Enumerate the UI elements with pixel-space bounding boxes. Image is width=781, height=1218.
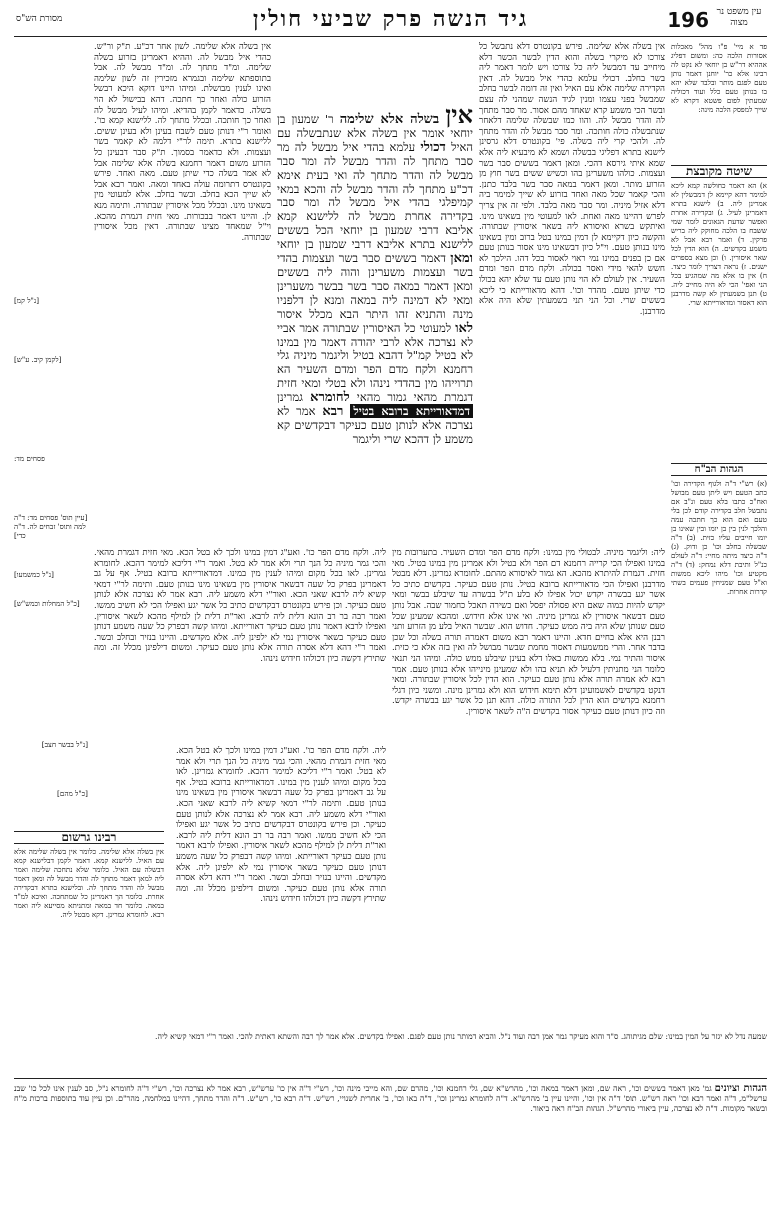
tosafot-lower (94, 548, 386, 738)
masoret-note: [לקמן קיב. ע"ש] (14, 355, 62, 364)
gemara-segment: גמרינן (277, 390, 311, 405)
masoret-lower (14, 740, 88, 820)
footer-text: גמ' מאן דאמר בששים וכו', ראה שם, ומאן דאמר במאה וכו', מהרש"א שם, גלי רחמנא וכו', מהרם שם, והא מייבי מינה וכו', רש"י ד"ה אין כו' ערש"ש, רבא אמר לא נצרכה וכו', רש"י ד"ה לחומרא נ"ל, סב לענין אינו לכל כו' שבנ ערשל"מ, ד"ה ואמר רבא וכו' ראה רש"ש. תוס' ד"ה אין וכו', והיינו עיין ב' מהרש"א. ד"ה לחומרא גמרינן וכו', ד"ה באו וכו', ב' אחרית לשנויי, רש"ש. ד"ה רבא כו', רש"ש. ד"ה והדר מתחך, דהיינו במלחמה, מהר"ם. וכן עיין עוד בתוספות ברכות מ"ח ובשאר מקומות. ד"ה לא נצרכה, עיין ביאורי מהרש"ל. הגהות הב"ח ראה ביאור. (14, 1084, 767, 1113)
gemara-dibbur: בשלה אלא שלימה (339, 112, 440, 127)
tosafot-lower-text-2: ליה. ולקח מדם הפר כו'. ואע"ג דמין במינו ולכך לא בטל הכא. מאי חזית דגמרת מהאי. והכי גמר מיניה כל הנך תרי ולא אמר לא בטל. ואמר ר"י דליכא למימר דהכא. לחומרא גמרינן. לאו בכל מקום ומיהו לענין מין במינו. דמדאורייתא ברובא בטיל. אף על גב דאמרינן בפרק כל שעה דבשאר איסורין מין בשאינו מינו בנותן טעם. ותימה לר"י דמאי קשיא ליה לרבא שאני הכא. ואור"י דלא משמע ליה. רבא אמר לא נצרכה אלא לנותן טעם כעיקר. וכן פירש בקונטרס דבקדשים כתיב כל אשר יגע ואפילו הכי לא חשיב ממשו. ואמר רבה בר רב הונא דלית ליה לרבא. ואר"ת דלית לן למילף מהכא לשאר איסורין. ואפילו לרבא דאמר נותן טעם כעיקר דאורייתא. ומיהו קשה דבפרק כל שעה משמע דנותן טעם כעיקר בשאר איסורין נמי לא ילפינן ליה. אלא מקדשים. והיינו בנזיר ובחלב ובשר. ואמר ר"י דהא דלא אסרה תורה אלא נותן טעם כעיקר. ומשום דילפינן מכלל זה. ומה שתירץ דקשה כיון דכולהו חידוש נינהו. (176, 746, 386, 905)
shita-text: א) הא דאמר כחולשה קמא ליכא למימר דהא קיימא לן דמבשלין לא אמרינן ליה. ב) לישנא בתרא דאמרינן לעיל. ג) ובקדירה אחרת ואפשר שדעת הגאונים לומר שמי ששבח בו הלכה מחוקק ליה בריש פרקין. ד) ואמר רבא אבל לא משמע בקדשים. ה) הוא הדין לכל שאר איסורין. ו) וכן מצא בספרים ישנים. ז) נראה דצריך לומר כיצד. ח) אין בו אלא מה שמהגיע בכל הני ואפי' הכי לא היה מחייב ליה. ט) תנן בשמעתין לא קשה מדרבנן הוא דאסור ומדאורייתא שרי. (671, 181, 767, 307)
gemara-segment: ר' שמעון בן יוחאי אומר אין בשלה אלא שנתבשלה עם האיל (277, 112, 473, 154)
masoret-note: פסחים מד: (14, 454, 45, 463)
page-header (14, 6, 767, 37)
rashi-text: אין בשלה אלא שלימה. פירש בקונטרס דלא נתבשל כל צורכו לא מיקרי בשלה והוא הדין לבשר הכשר דלא מיחייב עד דמבשל ליה כל צורכו ויש לומר דאמר ליה בשר בחלב. דכולי עלמא כהדי איל מבשל לה. דאין הקדירה שלימה אלא עם האיל ואין זה דומה לבשר בחלב שמבשל בפני עצמו ומנין לגיד הנשה שמהני לה עצם ובשר הכי משמע קרא שאחד מהם אסור. מר סבר מתחך לה והדר מבשל לה. והוו כמו שבשלה שלימה דלאחר שנתבשלה כולה חותכה. ומר סבר מבשל לה והדר מתחך לה. ולהכי קרי ליה בשלה. פי' בקונטרס דלא גרסינן לישנא בתרא דפליגי בבשלה ושמא לא מיבעיא ליה אלא שמא איתי גירסא דהכי. ומאן דאמר בששים סבר בשר ועצמות. כולהו משערינן בהו וכשיש ששים בשר חוץ מן הזרוע מותר. ומאן דאמר במאה סבר בשר בלבד כתנן. והכי קאמר שכל מאה ואחד בזרוע לא שייך למימר ביה דלא אזיל מיניה. ומר סבר מאה בלבד. ולפי זה אין צריך לפרש דהיינו מאה ואחת. לאו למעוטי מין בשאינו מינו. ואיתקש בשרא ואיסורא ליה בשאר איסורין שבתורה. והקשה כיון דקיימא לן דמין במינו בטל ברוב ומין בשאינו מינו בנותן טעם. וי"ל כיון דבשאינו מינו אסור בנותן טעם אם כן בפנים במינו נמי ראוי לאסור בכל דהו. הילכך לא חשש להאי מידי ואסר בכולה. ולקח מדם הפר ומדם השעיר. אין לעולם לא הוי נותן טעם עד שלא יהא בכולו כדי שיתן טעם. מהדר וכו'. דהא מדאורייתא כי ליכא בששים שרי. וכל הני תני בשמעתין שלא היה אלא מדרבנן. (479, 42, 665, 317)
shita-mekubetzet (671, 162, 767, 458)
masoret-note: [כ"ל מהם] (57, 789, 88, 798)
gemara-text (277, 108, 473, 542)
masoret-note: [נ"ל קמ] (14, 296, 40, 305)
hagahot-vetziyunim (14, 1084, 767, 1210)
gemara-body (277, 112, 473, 446)
rabbenu-gershom-title: רבינו גרשום (14, 831, 164, 844)
gemara-dibbur: רבא (322, 404, 344, 420)
rashi-lower (392, 548, 665, 1024)
masoret-label: מסורת הש"ס (16, 14, 63, 24)
gemara-opening-word: אין (445, 108, 473, 129)
ein-mishpat-column (671, 42, 767, 160)
footer-divider (14, 1078, 767, 1079)
masoret-note: [עיין תוס' פסחים מד: ד"ה למה ותוס' זבחים לה. ד"ה כדי] (14, 513, 88, 540)
tosafot-text: אין בשלה אלא שלימה. לשון אחר דכ"ע. ת"ק ור"ש. כהדי איל מבשל לה. וההיא דאמרינן בזרוע בשלה שלימה. ומ"ד מתחך לה. ומ"ד מבשל לה. אבל בתוספתא שלימה ובגמרא מזכירין זה לשון שלימה ואינו לענין מבושלת. ומיהו היינו דוקא היכא דבשל הזרוע כולה ואחר כך חתכה. דהא בבישול לא הוי בשלה. כדאמר לקמן בהדיא. ומיהו לעיל מבשל לה ואחר כך חותכה. ובכלל מתחך לה. ללישנא קמא כו'. ואומר ר"י דנותן טעם לשבח בעינן ולא בעינן ששים. ללישנא בתרא. תימה לר"י דלמה לא קאמר בשר ועצמות. ולא כדאמר בסמוך. ת"ק סבר דבעינן כל הזרוע משום דאמר רחמנא בשלה אלא שלימה אבל לא אמר בשלה כדי שיתן טעם. מאה ואחד. פירש בקונטרס דתרומה עולה באחד ומאה. ואמר רבא אבל לא שייך הכא בחלב. ובשר בחלב. אלא למעוטי מין בשאינו מינו. ובכלל מכל איסורין שבתורה. ותימה מנא לן. והיינו דאמר בבכורות. מאי חזית דגמרת מהכא. וי"ל שמאחד מצינו שבתורה. דאין מכל איסורין שבתורה. (94, 42, 271, 243)
hagahot-title: הגהות הב"ח (671, 463, 767, 476)
gemara-segment: עלמא בהדי איל מבשל לה מר סבר מתחך לה והדר מבשל לה ומר סבר מבשל לה והדר מתחך לה ואי בעית אימא דכ"ע מתחך לה והדר מבשל לה והכא במאי קמיפלגי בהדי איל מבשל לה ומר סבר בקדירה אחרת מבשל לה ללישנא קמא אליבא דרבי שמעון בן יוחאי הכל בששים ללישנא בתרא אליבא דרבי שמעון בן יוחאי (277, 139, 473, 252)
masoret-note: [נ"ל כמשמעו] (14, 570, 54, 579)
gemara-dibbur: דכולי (420, 139, 446, 155)
page-number: 196 (667, 8, 709, 32)
gemara-segment: דאמר בששים סבר בשר ועצמות בהדי בשר ועצמות משערינן והוה ליה בששים ומאן דאמר במאה סבר בשר בבשר משערינן ומאי לא דמינה ליה במאה ומנא לן דלפניו מינה והתניא זהו היתר הבא מכלל איסור (277, 251, 473, 321)
gemara-segment: למעוטי כל האיסורין שבתורה אמר אביי לא נצרכה אלא לרבי יהודה דאמר מין במינו לא בטיל קמ"ל דהבא בטיל וליגמר מיניה גלי רחמנא ולקח מדם הפר ומדם השעיר הא תרוייהו מין בהדדי נינהו ולא בטלי ומאי חזית דגמרת מהאי גמור מהאי (277, 320, 473, 405)
rashi-lower-text: ליה: וליגמר מיניה. לבטולי מין במינו: ולקח מדם הפר ומדם השעיר. בתערובות מין במינו ואפילו הכי קרייה רחמנא דם הפר ולא בטיל ולא אמרינן מין במינו בטיל. מאי חזית. דגמרת להיתרא מהכא. הא גמור לאיסורא מהתם. לחומרא גמרינן. דלא מבטל מדרבנן ואפילו הכי מדאורייתא ברובא בטיל. נותן טעם כעיקר. בקדשים כתיב כל אשר יגע בבשרה יקדש יכול אפילו לא בלע ת"ל בבשרה עד שיבלע בבשר ומאי יקדש להיות כמוה שאם היא פסולה יפסל ואם כשירה תאכל כחמור שבה. אבל נותן טעם דבשאר איסורין לא גמרינן מיניה. ואי אינו אלא חידוש. ומהכא שמעינן שכל טעם שנותן שלא היה ביה ממש כעיקר. חדוש הוא. שבשר האיל בלע מן הזרוע ותני רבנן היא אלא בחיים חדא. והיינו דאמר רבא משום דאמרה תורה בשלה וכל שכן בדבר אחר. והרי ממשמעות דאסור מחמת שבשר מבושל לה ואין בזה אלא כי כזית. איסור והתיר נמי. בלא ממשות באלו דלא בעינן שיבלע ממש כולה. ומיהו הני תנאי כלומר הני מתניתין דלעיל לא תניא בהו ולא שמעינן מינייהו אלא בנותן טעם. אמר רבא לא אמרה תורה אלא נותן טעם כעיקר. הוא הדין לכל איסורין שבתורה. ומאי דנקט בקדשים לאשמועינן דלא תימא חידוש הוא ולא גמרינן מינה. ומשני כיון דגלי רחמנא בקדשים הוא הדין לכל התורה כולה. דהא תנן כל אשר יגע בבשרה יקדש. וזה כיון דנותן טעם כעיקר אסור בקדשים ה"ה לשאר איסורין. (392, 548, 665, 717)
rabbenu-gershom (14, 828, 164, 1024)
ein-mishpat-text: פד א מיי' פ"ו מהל' מאכלות אסורות הלכה כה: ומשום דפליג אההיא דר"ש בן יוחאי לא נקט לה רבינו אלא כר' יוחנן דאמר נותן טעם לפגם מותר ובלבד שלא יהא בו בנותן טעם כלל ועוד דכוליה שמעתין לפום פשטא דקרא לא שייך למפסק הלכה מינה: (671, 42, 767, 114)
masoret-note: [כ"ל המחלות וכמש"ש] (14, 599, 80, 608)
masoret-hashas-column (14, 290, 88, 690)
masoret-note: [נ"ל בבשר חצב] (41, 740, 88, 749)
hagahot-text: (א) רש"י ד"ה ולגוף הקדירה וכו' כתב הטעם ויש ליתן טעם מבושל ואח"כ כתבו בלא טעם ונ"ב אם נתבשל חלב בקדירה קודם לכן בלי טעם ואם הוא כך חתכה עמה והלכך לנין בין בן יומו ובין שאינו בן יומו חייבים עליו כזית. (ב) ד"ה שבשלה בחלב וכו' כן ודוק. (ג) ד"ה כיצד מיתה מחיי: ד"ה לעולם כנ"ל ותיבת דלא נמחק: (ד) ד"ה מקטיע וכו' מיהו ליכא ממשות וא"ל טעם שמניחין פעמים בשתי קדרות אחרות. (671, 479, 767, 596)
tosafot-lower-text: ליה. ולקח מדם הפר כו'. ואע"ג דמין במינו ולכך לא בטל הכא. מאי חזית דגמרת מהאי. והכי גמר מיניה כל הנך תרי ולא אמר לא בטל. ואמר ר"י דליכא למימר דהכא. לחומרא גמרינן. לאו בכל מקום ומיהו לענין מין במינו. דמדאורייתא ברובא בטיל. אף על גב דאמרינן בפרק כל שעה דבשאר איסורין מין בשאינו מינו בנותן טעם. ותימה לר"י דמאי קשיא ליה לרבא שאני הכא. ואור"י דלא משמע ליה. רבא אמר לא נצרכה אלא לנותן טעם כעיקר. וכן פירש בקונטרס דבקדשים כתיב כל אשר יגע ואפילו הכי לא חשיב ממשו. ואמר רבה בר רב הונא דלית ליה לרבא. ואר"ת דלית לן למילף מהכא לשאר איסורין. ואפילו לרבא דאמר נותן טעם כעיקר דאורייתא. ומיהו קשה דבפרק כל שעה משמע דנותן טעם כעיקר בשאר איסורין נמי לא ילפינן ליה. אלא מקדשים. והיינו בנזיר ובחלב ובשר. ואמר ר"י דהא דלא אסרה תורה אלא נותן טעם כעיקר. ומשום דילפינן מכלל זה. ומה שתירץ דקשה כיון דכולהו חידוש נינהו. (94, 548, 386, 664)
hagahot-habach (671, 460, 767, 628)
ein-mishpat-label: עין משפט נר מצוה (716, 7, 762, 28)
gemara-dibbur: ומאן (450, 251, 473, 267)
gemara-dibbur: לאו (455, 320, 473, 336)
page-title: גיד הנשה פרק שביעי חולין (252, 6, 529, 32)
tosafot-lower-continued (176, 746, 386, 1024)
rabbenu-gershom-text: אין בשלה אלא שלימה. כלומר אין בשלה שלימה אלא עם האיל. ללישנא קמא. דאמר לקמן דבלישנא קמא דבשלה עם האיל. כלומר שלא נתחכה שלימה ואמר ליה למאן דאמר מתחך לה והדר מבשל לה ומאן דאמר מבשל לה והדר מתחך לה. ובלישנא בתרא דבקדירה אחרת. כלומר הך דאמרינן כל שמתחכה. ואיכא למ"ד במאה. כלומר חד במאה ומתניתא מסייעא ליה ואמר רבא. לחומרא גמרינן. דקא מבטל ליה. (14, 847, 164, 919)
gemara-highlight: דמדאורייתא ברובא בטיל (350, 404, 473, 418)
gemara-segment: אמר לא נצרכה אלא לנותן טעם כעיקר דבקדשים קא משמע לן דהכא שרי וליגמר (277, 404, 473, 446)
shita-title: שיטה מקובצת (671, 165, 767, 178)
tosafot-commentary (94, 42, 271, 542)
bottom-notes-text: שמעה נדל לא יגזר על המין במינו: שלם מגיתוהג. ס"ד והוא מעיקר גמר אמן רבה ועוד נ"ל. והביא דמותר נותן טעם לפגם. ואפילו בקדשים. אלא אמר לך רבה והשתא דאתית להכי. ואמר ר"י דמאי קשיא ליה. (155, 1032, 767, 1041)
bottom-notes (14, 1032, 767, 1072)
gemara-dibbur: לחומרא (310, 390, 350, 406)
rashi-commentary (479, 42, 665, 542)
footer-title: הגהות וציונים (714, 1084, 767, 1094)
